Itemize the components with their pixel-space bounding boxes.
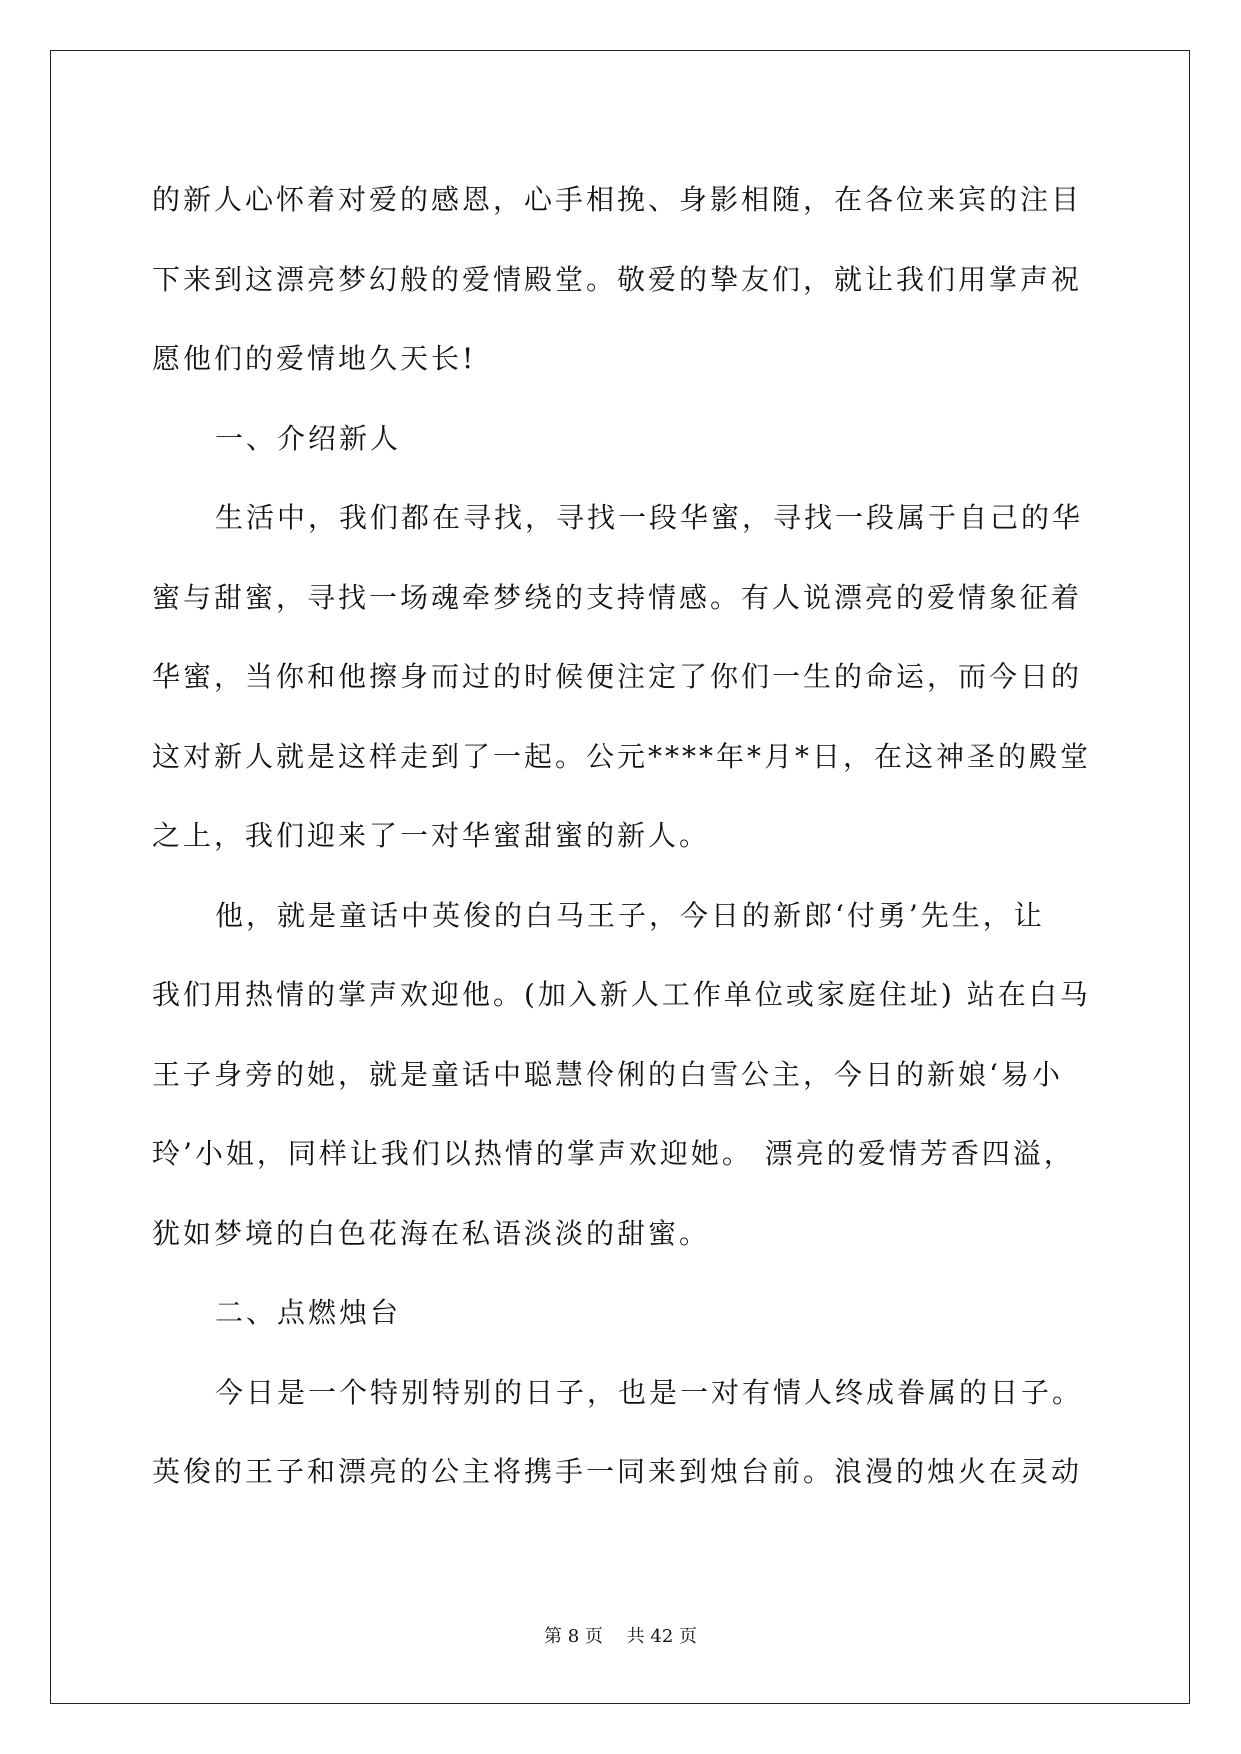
page-number: 第 8 页 [544,1626,603,1647]
text-line: 这对新人就是这样走到了一起。公元****年*月*日，在这神圣的殿堂 [152,739,1092,773]
text-line: 愿他们的爱情地久天长! [152,342,477,375]
page-total: 共 42 页 [626,1626,697,1647]
document-body [152,160,1092,1512]
section-heading: 一、介绍新人 [215,421,402,455]
page-footer [0,1622,1241,1648]
text-line: 王子身旁的她，就是童话中聪慧伶俐的白雪公主，今日的新娘‘易小 [152,1057,1063,1091]
text-line: 的新人心怀着对爱的感恩，心手相挽、身影相随，在各位来宾的注目 [152,183,1083,216]
text-line: 之上，我们迎来了一对华蜜甜蜜的新人。 [152,819,711,852]
text-line: 今日是一个特别特别的日子，也是一对有情人终成眷属的日子。 [215,1375,1084,1409]
text-line: 英俊的王子和漂亮的公主将携手一同来到烛台前。浪漫的烛火在灵动 [152,1455,1083,1488]
text-line: 下来到这漂亮梦幻般的爱情殿堂。敬爱的挚友们，就让我们用掌声祝 [152,262,1083,296]
text-line: 生活中，我们都在寻找，寻找一段华蜜，寻找一段属于自己的华 [215,501,1084,534]
section-heading: 二、点燃烛台 [215,1296,402,1329]
text-line: 华蜜，当你和他擦身而过的时候便注定了你们一生的命运，而今日的 [152,660,1083,693]
text-line: 玲’小姐，同样让我们以热情的掌声欢迎她。 漂亮的爱情芳香四溢， [152,1137,1075,1170]
text-line: 我们用热情的掌声欢迎他。(加入新人工作单位或家庭住址) 站在白马 [152,978,1091,1011]
text-line: 他，就是童话中英俊的白马王子，今日的新郎‘付勇’先生，让 [215,898,1045,932]
text-line: 蜜与甜蜜，寻找一场魂牵梦绕的支持情感。有人说漂亮的爱情象征着 [152,580,1083,614]
text-line: 犹如梦境的白色花海在私语淡淡的甜蜜。 [152,1216,711,1250]
